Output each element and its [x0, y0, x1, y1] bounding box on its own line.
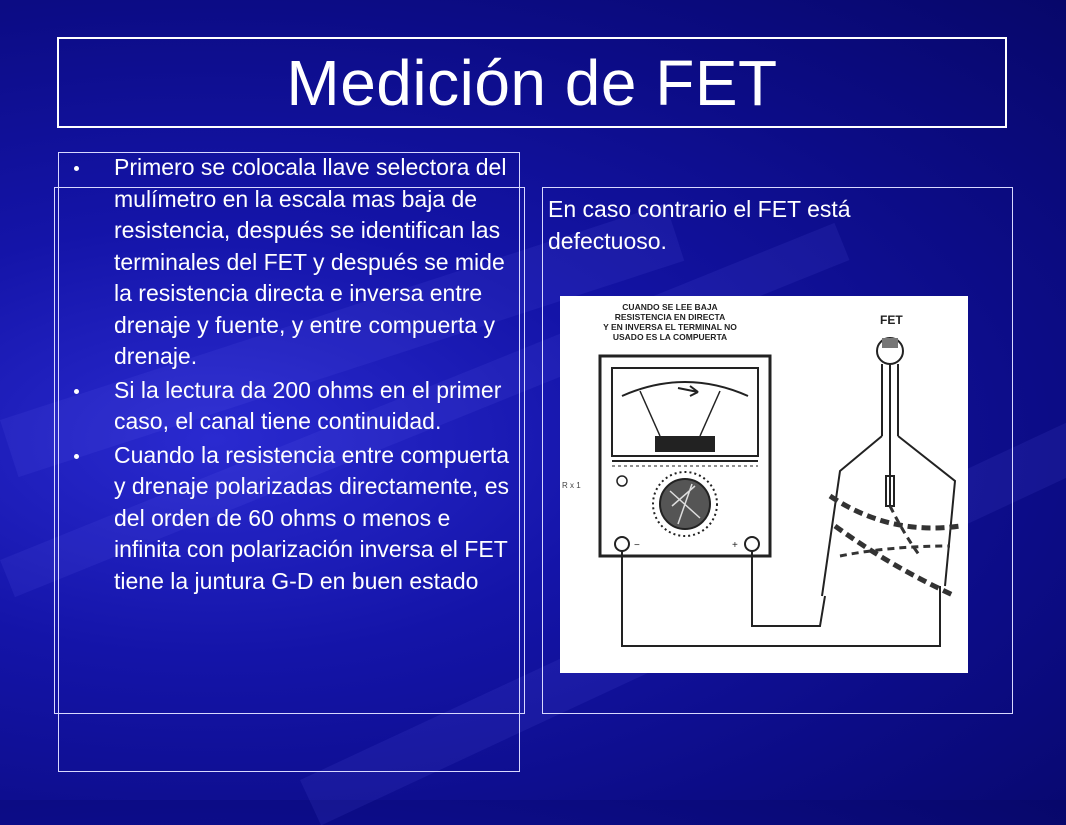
multimeter-fet-diagram: [560, 296, 968, 673]
bullet-dot: [74, 389, 79, 394]
dashed-connection: [835, 526, 955, 596]
diagram-svg: [560, 296, 968, 673]
terminal-minus: [615, 537, 629, 551]
list-item: [68, 440, 520, 598]
caption-line: RESISTENCIA EN DIRECTA: [614, 312, 726, 322]
title-box: [57, 37, 1007, 128]
dashed-connection: [840, 546, 950, 556]
test-lead-black: [622, 551, 940, 646]
bullet-dot: [74, 454, 79, 459]
zero-adjust-knob: [617, 476, 627, 486]
fet-body-top: [882, 338, 898, 348]
bullet-text: Si la lectura da 200 ohms en el primer caso, el canal tiene continuidad.: [114, 376, 502, 434]
needle: [640, 391, 660, 436]
bullet-dot: [74, 166, 79, 171]
test-lead-red: [752, 551, 825, 626]
terminal-minus-label: −: [634, 540, 640, 551]
terminal-plus: [745, 537, 759, 551]
caption-line: USADO ES LA COMPUERTA: [612, 332, 728, 342]
right-text: En caso contrario el FET está defectuoso.: [548, 196, 851, 254]
fet-label: FET: [880, 313, 903, 327]
caption-line: Y EN INVERSA EL TERMINAL NO: [603, 322, 737, 332]
range-label: R x 1: [562, 481, 581, 490]
scale-arrow-icon: [678, 386, 698, 396]
bullet-text: Cuando la resistencia entre compuerta y drenaje polarizadas directamente, es del orden de 60 ohms o menos e infinita con polarización inversa el FET tiene la juntura G-D en buen estado: [114, 441, 510, 594]
slide-title: Medición de FET: [286, 46, 778, 119]
list-item: [68, 152, 520, 373]
list-item: [68, 375, 520, 438]
meter-base: [655, 436, 715, 452]
bullet-text: Primero se colocala llave selectora del mulímetro en la escala mas baja de resistencia, después se identifican las terminales del FET y después se mide la resistencia directa e inversa entre drenaje y fuente, y entre compuerta y drenaje.: [114, 154, 507, 369]
terminal-plus-label: +: [732, 540, 738, 551]
bullet-list: [68, 152, 520, 599]
probe-wire: [898, 436, 955, 586]
needle: [700, 391, 720, 436]
caption-line: CUANDO SE LEE BAJA: [622, 302, 718, 312]
